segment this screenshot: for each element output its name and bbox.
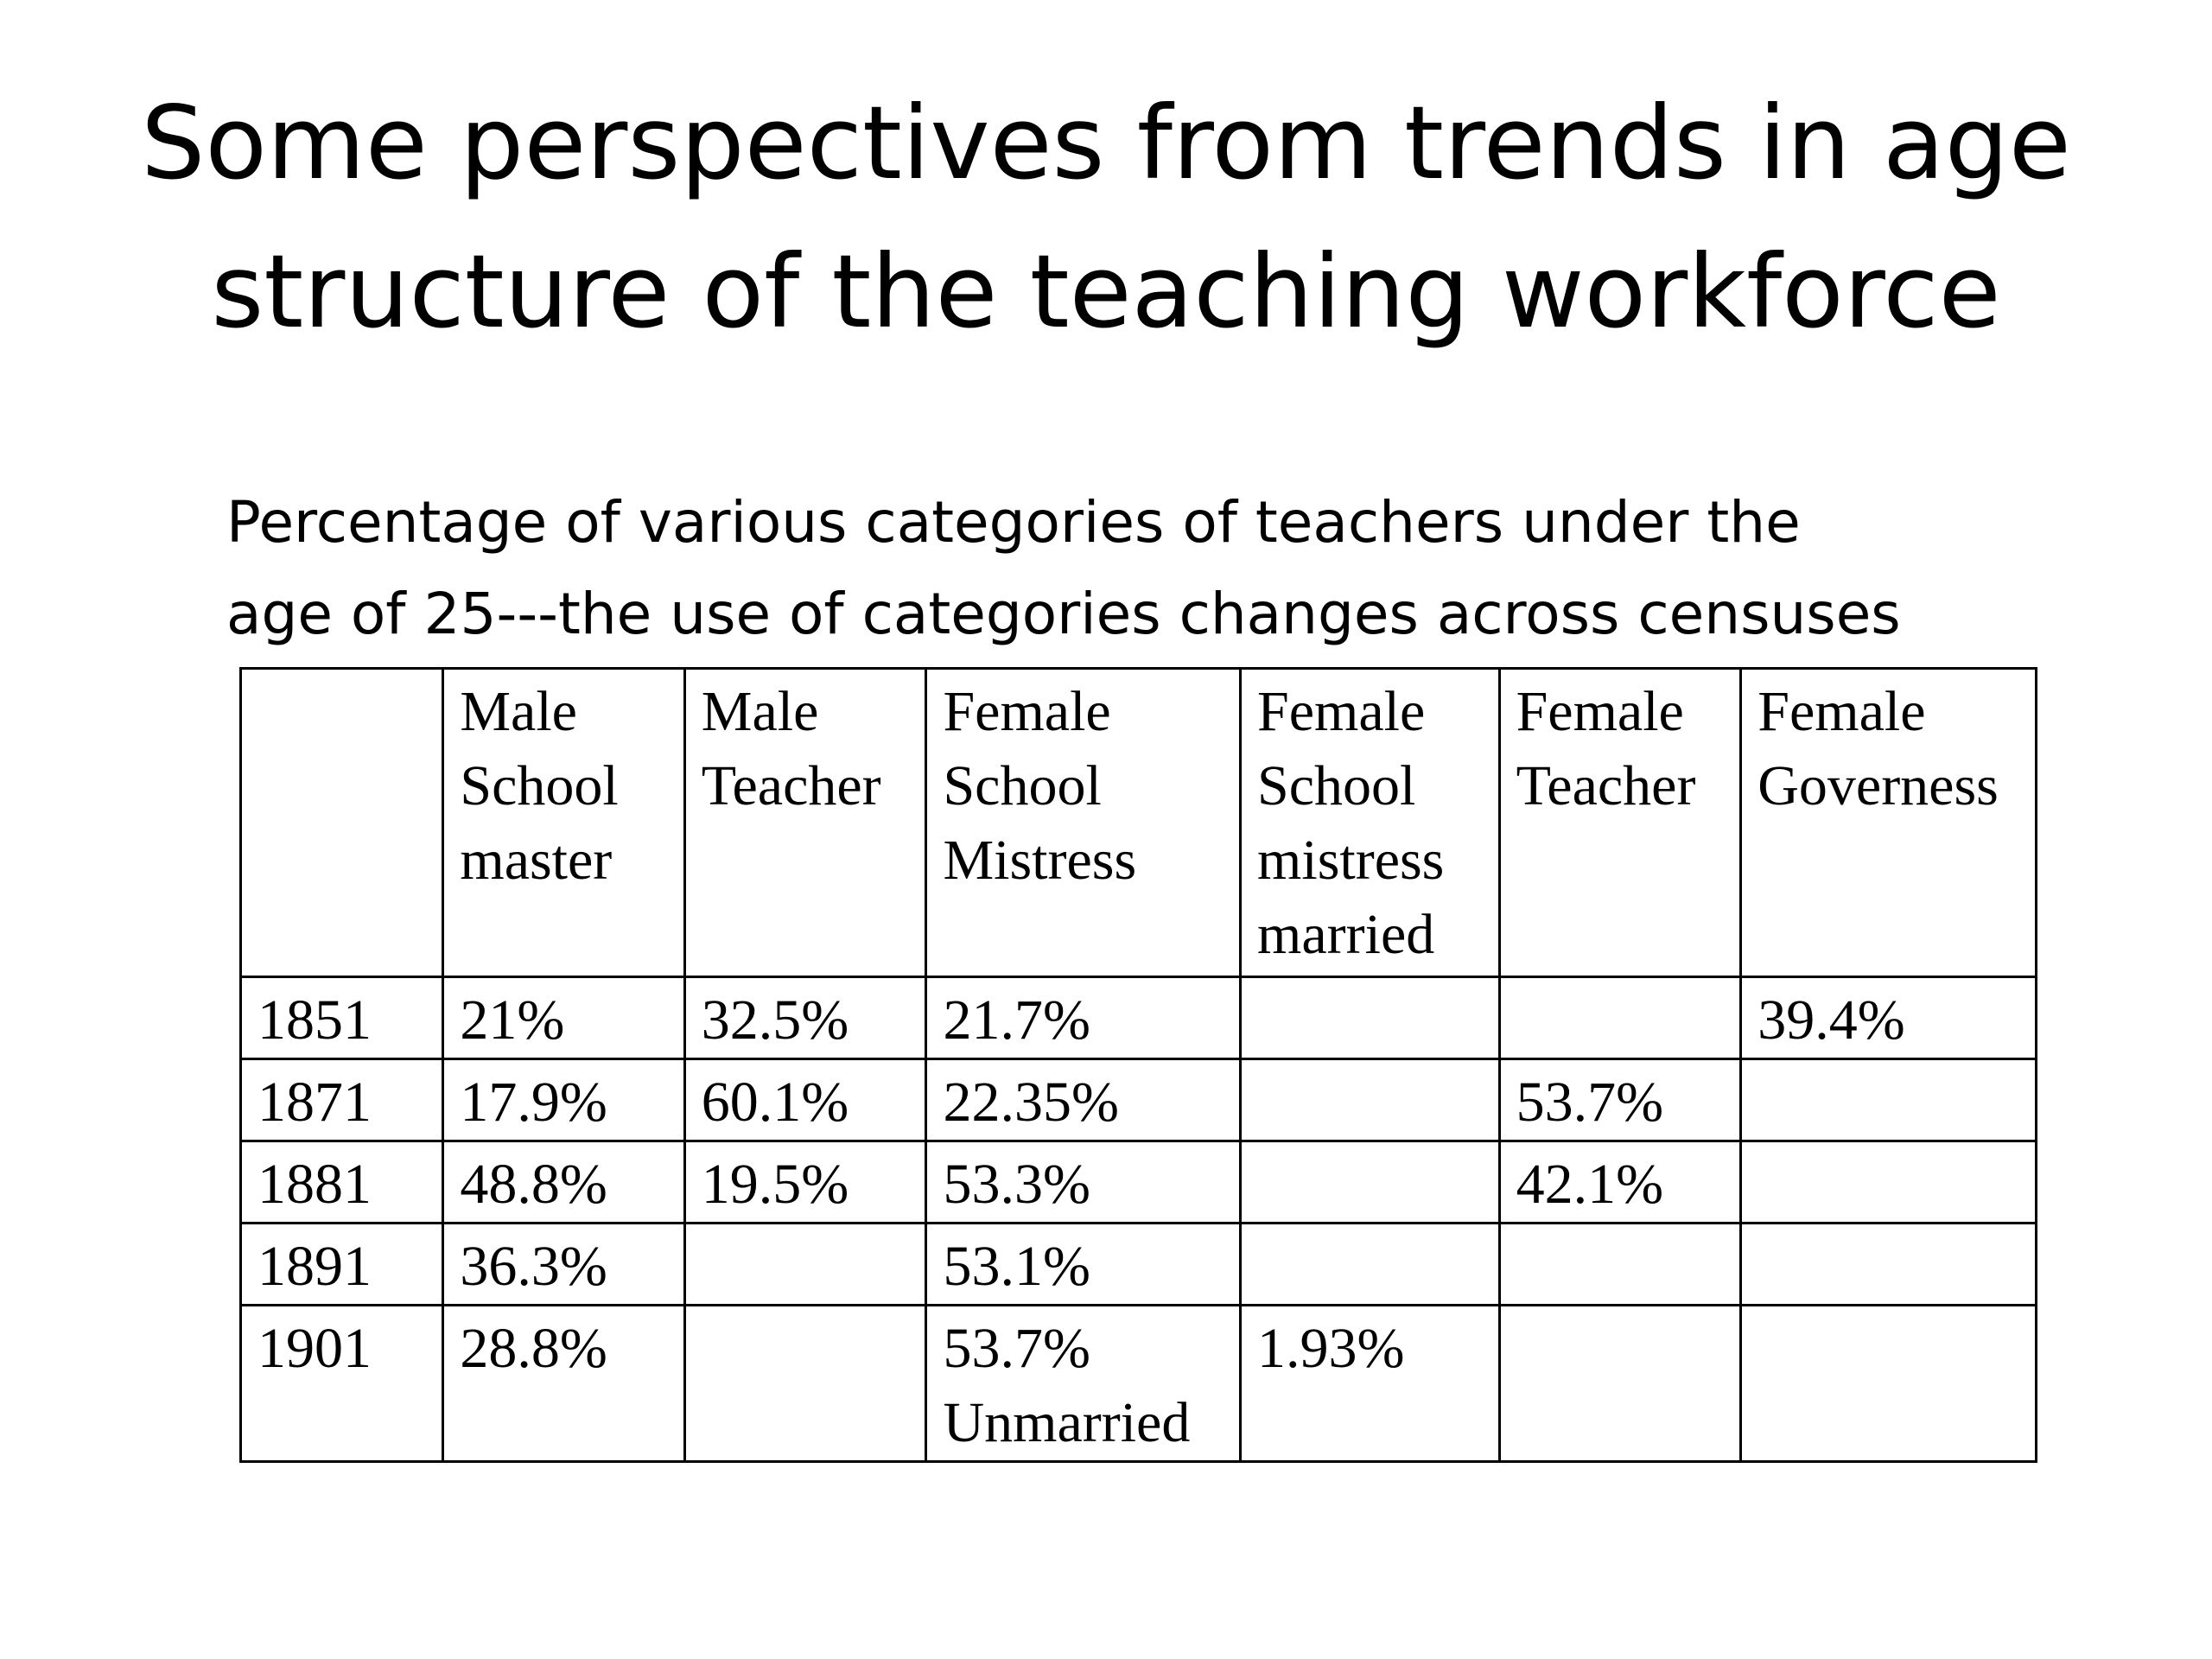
table-row xyxy=(241,1059,2037,1141)
cell-female-schoolmistress xyxy=(926,1059,1241,1141)
cell-male-teacher: 60.1% xyxy=(684,1059,926,1141)
header-female-governess xyxy=(1741,669,2037,977)
header-line: Female xyxy=(1257,680,1426,743)
header-line: Female xyxy=(943,680,1111,743)
cell-male-schoolmaster: 17.9% xyxy=(443,1059,684,1141)
header-line: Teacher xyxy=(701,754,881,817)
header-line: Governess xyxy=(1758,754,1999,817)
header-line: married xyxy=(1257,903,1435,966)
cell-female-teacher: 53.7% xyxy=(1499,1059,1741,1141)
cell-year: 1851 xyxy=(241,977,443,1059)
header-line: Teacher xyxy=(1516,754,1696,817)
cell-year: 1901 xyxy=(241,1306,443,1462)
table-caption-line: age of 25---the use of categories changes across censuses xyxy=(226,581,1901,647)
table-caption xyxy=(226,477,2084,660)
cell-male-schoolmaster: 48.8% xyxy=(443,1141,684,1224)
cell-female-schoolmistress-married xyxy=(1241,1224,1500,1306)
header-line: School xyxy=(1257,754,1416,817)
cell-female-teacher: 42.1% xyxy=(1499,1141,1741,1224)
cell-year: 1881 xyxy=(241,1141,443,1224)
header-male-schoolmaster xyxy=(443,669,684,977)
header-line: Male xyxy=(460,680,577,743)
cell-female-teacher xyxy=(1499,1224,1741,1306)
cell-female-governess xyxy=(1741,1224,2037,1306)
cell-female-schoolmistress xyxy=(926,1306,1241,1462)
header-line: mistress xyxy=(1257,829,1445,892)
cell-female-schoolmistress-married xyxy=(1241,1141,1500,1224)
cell-line: 53.1% xyxy=(943,1235,1090,1298)
header-line: Mistress xyxy=(943,829,1137,892)
cell-male-schoolmaster: 36.3% xyxy=(443,1224,684,1306)
cell-female-teacher xyxy=(1499,1306,1741,1462)
cell-male-schoolmaster: 28.8% xyxy=(443,1306,684,1462)
header-line: master xyxy=(460,829,613,892)
header-line: Female xyxy=(1516,680,1684,743)
header-male-teacher xyxy=(684,669,926,977)
cell-male-teacher xyxy=(684,1224,926,1306)
slide-title-line: Some perspectives from trends in age xyxy=(141,84,2071,202)
header-line: Male xyxy=(701,680,819,743)
table-row xyxy=(241,1141,2037,1224)
table-header-row xyxy=(241,669,2037,977)
cell-female-governess xyxy=(1741,1306,2037,1462)
header-year xyxy=(241,669,443,977)
cell-female-schoolmistress-married: 1.93% xyxy=(1241,1306,1500,1462)
cell-year: 1871 xyxy=(241,1059,443,1141)
slide-title xyxy=(69,69,2143,366)
teacher-age-table xyxy=(239,667,2037,1463)
cell-line: 22.35% xyxy=(943,1071,1119,1134)
cell-female-governess: 39.4% xyxy=(1741,977,2037,1059)
cell-line: 53.3% xyxy=(943,1153,1090,1216)
cell-female-governess xyxy=(1741,1059,2037,1141)
cell-female-schoolmistress-married xyxy=(1241,1059,1500,1141)
header-female-schoolmistress-married xyxy=(1241,669,1500,977)
cell-female-schoolmistress-married xyxy=(1241,977,1500,1059)
slide-title-line: structure of the teaching workforce xyxy=(211,232,2001,351)
cell-male-schoolmaster: 21% xyxy=(443,977,684,1059)
cell-line: Unmarried xyxy=(943,1391,1191,1454)
table-row xyxy=(241,977,2037,1059)
table-caption-line: Percentage of various categories of teachers under the xyxy=(226,489,1801,556)
table-row xyxy=(241,1306,2037,1462)
cell-male-teacher: 19.5% xyxy=(684,1141,926,1224)
cell-female-teacher xyxy=(1499,977,1741,1059)
header-female-schoolmistress xyxy=(926,669,1241,977)
cell-line: 21.7% xyxy=(943,988,1090,1052)
header-line: School xyxy=(460,754,619,817)
table-row xyxy=(241,1224,2037,1306)
cell-line: 53.7% xyxy=(943,1317,1090,1380)
cell-female-schoolmistress xyxy=(926,1141,1241,1224)
cell-male-teacher: 32.5% xyxy=(684,977,926,1059)
header-line: School xyxy=(943,754,1102,817)
cell-male-teacher xyxy=(684,1306,926,1462)
cell-female-schoolmistress xyxy=(926,977,1241,1059)
cell-year: 1891 xyxy=(241,1224,443,1306)
header-female-teacher xyxy=(1499,669,1741,977)
cell-female-schoolmistress xyxy=(926,1224,1241,1306)
header-line: Female xyxy=(1758,680,1926,743)
cell-female-governess xyxy=(1741,1141,2037,1224)
